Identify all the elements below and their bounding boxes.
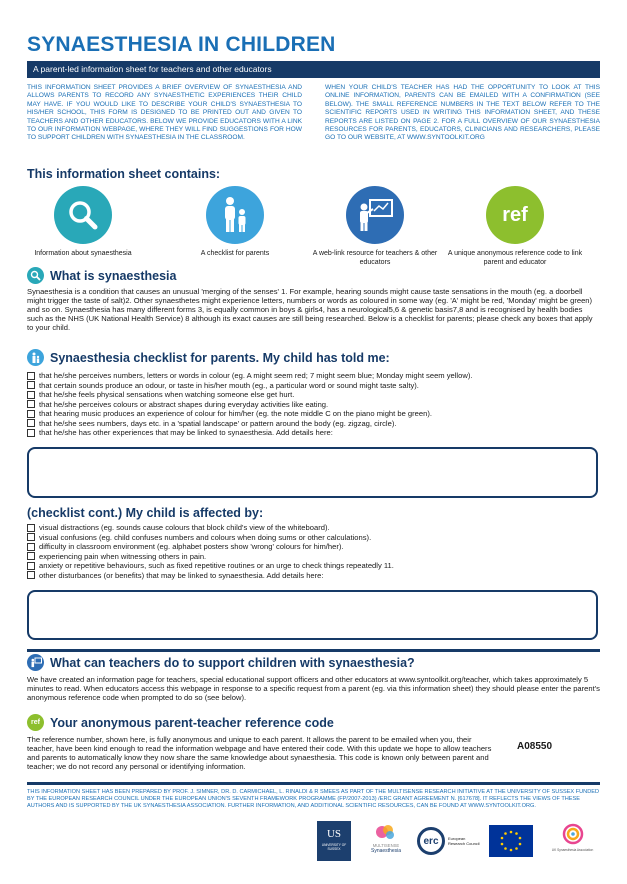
checklist-item[interactable] — [27, 419, 600, 429]
parent-child-icon — [206, 186, 264, 244]
ref-icon — [486, 186, 544, 244]
checklist2-heading: (checklist cont.) My child is affected by: — [27, 506, 264, 520]
contents-caption: A unique anonymous reference code to link parent and educator — [447, 250, 583, 266]
page-title: SYNAESTHESIA IN CHILDREN — [27, 33, 336, 56]
parent-child-icon — [27, 349, 44, 366]
checkbox[interactable] — [27, 400, 35, 408]
checklist-item-label: that he/she has other experiences that may be linked to synaesthesia. Add details here: — [39, 428, 333, 438]
checkbox[interactable] — [27, 419, 35, 427]
uksa-label: UK Synaesthesia Association — [551, 848, 594, 852]
uksa-logo — [545, 821, 600, 861]
reference-body: The reference number, shown here, is fully anonymous and unique to each parent. It allows the parent to be emailed when you, their teacher, have been kind enough to read the information webpage and have entered their code. With this update we hope to allow teachers and parents to automatically know they now share the same knowledge about synaesthesia. This code is known only between parent and teacher; we do not record any personal or identifying information. — [27, 735, 492, 772]
teachers-body: We have created an information page for teachers, special educational support officers and other educators at www.syntoolkit.org/teacher, which takes approximately 5 minutes to read. When educators access this webpage in response to a specific request from a parent (eg. via this information sheet) they should please enter the parent's anonymous reference code when prompted to do so (see below). — [27, 675, 600, 703]
what-section-header — [27, 267, 176, 284]
contents-caption: A web-link resource for teachers & other educators — [312, 250, 438, 266]
footer-note: THIS INFORMATION SHEET HAS BEEN PREPARED BY PROF. J. SIMNER, DR. D. CARMICHAEL, L. RINALDI & R SMEES AS PART OF THE MULTISENSE RESEARCH INITIATIVE AT THE UNIVERSITY OF SUSSEX FUNDED BY THE EUROPEAN RESEARCH COUNCIL UNDER THE EUROPEAN UNION'S SEVENTH FRAMEWORK PROGRAMME (FP/2007-2013) /ERC GRANT AGREEMENT N. [617678]. IT REFLECTS THE VIEWS OF THESE AUTHORS AND IS SUPPORTED BY THE UK SYNAESTHESIA ASSOCIATION. FURTHER INFORMATION, AND ADDITIONAL SCIENTIFIC RESOURCES, CAN BE FOUND AT WWW.SYNTOOLKIT.ORG. — [27, 789, 600, 810]
checklist1-heading: Synaesthesia checklist for parents. My child has told me: — [50, 350, 390, 365]
checkbox[interactable] — [27, 552, 35, 560]
erc-logo — [417, 821, 481, 861]
contents-caption: A checklist for parents — [200, 250, 270, 257]
checkbox[interactable] — [27, 391, 35, 399]
footer-divider — [27, 782, 600, 785]
checklist-item[interactable] — [27, 523, 600, 533]
checklist1 — [27, 371, 600, 438]
checklist-item[interactable] — [27, 390, 600, 400]
checklist-item-label: that hearing music produces an experience of colour for him/her (eg. the note middle C on the piano might be green). — [39, 409, 432, 419]
ref-icon-text: ref — [502, 203, 528, 226]
checklist-item-label: visual confusions (eg. child confuses numbers and colours when doing sums or other calculations). — [39, 532, 372, 542]
checklist-item[interactable] — [27, 371, 600, 381]
ref-badge-text: ref — [31, 719, 40, 726]
checkbox[interactable] — [27, 533, 35, 541]
magnifier-icon — [54, 186, 112, 244]
reference-header — [27, 714, 334, 731]
multisense-logo — [361, 821, 411, 861]
checklist-item-label: difficulty in classroom environment (eg. alphabet posters show 'wrong' colours for him/her). — [39, 542, 344, 552]
checklist-item[interactable] — [27, 552, 600, 562]
what-heading: What is synaesthesia — [50, 268, 177, 283]
section-divider — [27, 649, 600, 652]
checklist-item[interactable] — [27, 561, 600, 571]
contents-icons — [27, 186, 600, 266]
details-textbox-1[interactable] — [27, 447, 598, 498]
checkbox[interactable] — [27, 429, 35, 437]
ref-icon — [27, 714, 44, 731]
checkbox[interactable] — [27, 571, 35, 579]
checklist-item-label: that he/she perceives numbers, letters or words in colour (eg. A might seem red; 7 might seem blue; Monday might seem yellow). — [39, 371, 473, 381]
intro-left: THIS INFORMATION SHEET PROVIDES A BRIEF OVERVIEW OF SYNAESTHESIA AND ALLOWS PARENTS TO RECORD ANY SYNAESTHETIC EXPERIENCES THEIR CHILD MAY HAVE. IF YOU WOULD LIKE TO DESCRIBE YOUR CHILD'S SYNAESTHESIA TO HIS/HER SCHOOL, THIS FORM IS DESIGNED TO BE PRINTED OUT AND GIVEN TO TEACHERS AND OTHER EDUCATORS. BELOW WE PROVIDE EDUCATORS WITH A LINK TO OUR INFORMATION WEBPAGE, WHERE THEY WILL FIND SUGGESTIONS FOR HOW TO SUPPORT CHILDREN WITH SYNAESTHESIA IN THE CLASSROOM. — [27, 84, 302, 142]
erc-logo-mark: erc — [417, 827, 445, 855]
teacher-board-icon — [27, 654, 44, 671]
checklist-item-label: other disturbances (or benefits) that may be linked to synaesthesia. Add details here: — [39, 570, 324, 580]
intro-right: WHEN YOUR CHILD'S TEACHER HAS HAD THE OPPORTUNITY TO LOOK AT THIS ONLINE INFORMATION, PARENTS CAN BE EMAILED WITH A CONFIRMATION (SEE BELOW). THE SMALL REFERENCE NUMBERS IN THE TEXT BELOW REFER TO THE SCIENTIFIC REPORTS USED IN WRITING THIS INFORMATION SHEET, AND THESE REPORTS ARE LISTED ON PAGE 2. FOR A FULL OVERVIEW OF OUR SYNAESTHESIA RESOURCES FOR PARENTS, EDUCATORS, CLINICIANS AND RESEARCHERS, PLEASE GO TO OUR WEBSITE, AT WWW.SYNTOOLKIT.ORG — [325, 84, 600, 142]
checklist-item-label: experiencing pain when witnessing others in pain. — [39, 551, 207, 561]
checkbox[interactable] — [27, 524, 35, 532]
contents-item-checklist — [165, 186, 305, 259]
checklist-item-label: that he/she feels physical sensations when watching someone else get hurt. — [39, 390, 295, 400]
details-textbox-2[interactable] — [27, 590, 598, 640]
contents-caption: Information about synaesthesia — [34, 250, 132, 257]
reference-heading: Your anonymous parent-teacher reference code — [50, 715, 334, 730]
checklist-item-label: visual distractions (eg. sounds cause colours that block child's view of the whiteboard). — [39, 523, 330, 533]
checklist-item[interactable] — [27, 571, 600, 581]
checkbox[interactable] — [27, 372, 35, 380]
reference-code: A08550 — [517, 741, 553, 752]
what-body: Synaesthesia is a condition that causes an unusual 'merging of the senses' 1. For example, hearing sounds might cause taste sensations in the mouth (eg. a doorbell might trigger the taste of salt)2. Other synaesthetes might experience letters, numbers or words as coloured in some way (eg. 'A' might be red, 'Monday' might be green) and so on. Synaesthesia has many different forms 3, is equally common in boys & girls4, has a neurological5,6 & genetic basis7,8 and is recognised by health bodies such as the NHS (UK National Health Service) 8 although its exact causes are still being researched. Below is a checklist for parents; please check any boxes that apply to your child. — [27, 287, 593, 333]
eu-flag-icon — [489, 825, 533, 857]
checkbox[interactable] — [27, 543, 35, 551]
checklist-item-label: that he/she perceives colours or abstract shapes during everyday activities like eating. — [39, 399, 329, 409]
contents-item-ref — [445, 186, 585, 267]
erc-logo-sub: European Research Council — [448, 836, 480, 846]
teacher-board-icon — [346, 186, 404, 244]
teachers-heading: What can teachers do to support children with synaesthesia? — [50, 655, 415, 670]
checklist-item[interactable] — [27, 409, 600, 419]
checklist-item-label: that certain sounds produce an odour, or taste in his/her mouth (eg., a particular word or sound might taste salty). — [39, 380, 419, 390]
checklist-item[interactable] — [27, 381, 600, 391]
subtitle-bar: A parent-led information sheet for teachers and other educators — [27, 61, 600, 78]
checklist2 — [27, 523, 600, 580]
sussex-logo — [317, 821, 351, 861]
checklist2-header — [27, 506, 263, 520]
sponsor-logos — [317, 821, 600, 861]
checklist-item[interactable] — [27, 542, 600, 552]
checkbox[interactable] — [27, 562, 35, 570]
checklist1-header — [27, 349, 390, 366]
checklist-item-label: anxiety or repetitive behaviours, such as fixed repetitive routines or an urge to check things repeatedly 11. — [39, 561, 394, 571]
multisense-sub: Synaesthesia — [370, 848, 402, 854]
checkbox[interactable] — [27, 410, 35, 418]
contains-heading: This information sheet contains: — [27, 167, 221, 181]
checklist-item[interactable] — [27, 400, 600, 410]
checklist-item[interactable] — [27, 428, 600, 438]
multisense-label: MULTISENSE — [372, 843, 400, 848]
checkbox[interactable] — [27, 381, 35, 389]
sussex-logo-sub: UNIVERSITY OF SUSSEX — [321, 843, 347, 851]
contents-item-info — [13, 186, 153, 259]
checklist-item[interactable] — [27, 533, 600, 543]
sussex-logo-mark: US — [326, 828, 342, 840]
teachers-header — [27, 654, 415, 671]
contents-item-weblink — [305, 186, 445, 267]
magnifier-icon — [27, 267, 44, 284]
checklist-item-label: that he/she sees numbers, days etc. in a 'spatial landscape' or pattern around the body (eg. zigzag, circle). — [39, 418, 397, 428]
